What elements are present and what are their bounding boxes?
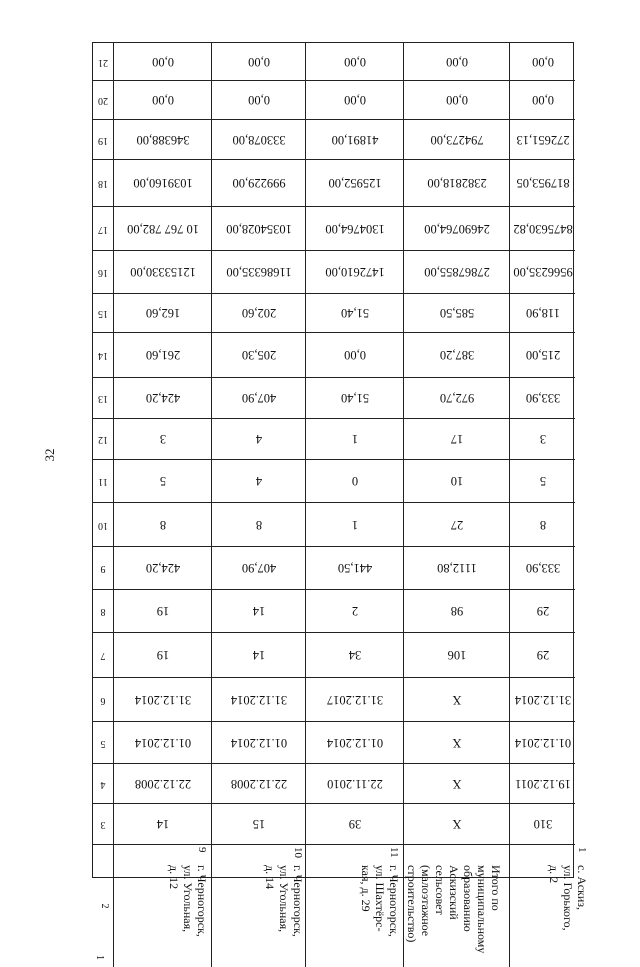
table-cell (114, 207, 212, 251)
table-cell (510, 460, 575, 503)
table-cell (114, 43, 212, 81)
row-number: 9 (195, 847, 208, 853)
cell-value: 0 (351, 474, 358, 488)
table-cell (114, 722, 212, 764)
table-cell (212, 333, 306, 378)
table-cell (510, 333, 575, 378)
column-number-cell (93, 378, 114, 419)
table-cell (212, 503, 306, 547)
cell-value: 14 (252, 648, 265, 662)
address-cell (114, 845, 212, 967)
cell-value: 17 (450, 432, 463, 446)
cell-value: 261,60 (145, 348, 180, 362)
cell-value: 3 (159, 432, 166, 446)
table-cell (114, 547, 212, 590)
table-cell (510, 207, 575, 251)
cell-value: 272651,13 (515, 132, 570, 147)
cell-value: 1112,80 (436, 561, 477, 575)
first-column-number: 1 (94, 955, 105, 960)
table-cell (212, 43, 306, 81)
table-cell (510, 160, 575, 207)
table-cell (212, 378, 306, 419)
table-cell (306, 251, 404, 294)
column-number: 4 (100, 778, 106, 790)
cell-value: 41891,00 (331, 132, 378, 147)
table-cell (404, 722, 510, 764)
cell-value: 0,00 (343, 93, 366, 107)
cell-value: 22.12.2008 (230, 776, 287, 791)
table-cell (404, 251, 510, 294)
cell-value: 1472610,00 (324, 265, 385, 279)
cell-value: 15 (252, 817, 265, 831)
table-cell (212, 804, 306, 845)
cell-value: 01.12.2014 (326, 735, 383, 750)
cell-value: 4 (255, 474, 262, 488)
table-cell (510, 764, 575, 804)
table-cell (404, 590, 510, 633)
row-number: 1 (575, 847, 588, 853)
cell-value: 5 (539, 474, 546, 488)
cell-value: 27 (450, 517, 463, 532)
column-number-cell (93, 419, 114, 460)
table-cell (212, 294, 306, 333)
cell-value: 0,00 (445, 93, 468, 107)
table-cell (404, 43, 510, 81)
table-cell (404, 804, 510, 845)
cell-value: 333,90 (525, 391, 560, 405)
column-number: 14 (98, 350, 108, 361)
table-cell (306, 678, 404, 722)
cell-value: 8475630,82 (512, 221, 573, 236)
table-cell (306, 722, 404, 764)
column-number-cell (93, 294, 114, 333)
table-cell (510, 378, 575, 419)
cell-value: 10 767 782,00 (126, 221, 199, 236)
cell-value: 01.12.2014 (514, 735, 571, 750)
column-number: 6 (100, 694, 106, 706)
table-cell (114, 378, 212, 419)
table-cell (404, 160, 510, 207)
cell-value: 19 (156, 648, 169, 662)
cell-value: 10354028,00 (225, 221, 292, 236)
cell-value: 14 (252, 604, 265, 618)
cell-value: 10 (450, 474, 463, 488)
cell-value: 0,00 (445, 54, 468, 69)
column-number-cell (93, 207, 114, 251)
column-number-cell (93, 764, 114, 804)
table-cell (510, 81, 575, 120)
column-number: 17 (98, 223, 108, 235)
table-cell (306, 633, 404, 678)
column-number: 16 (98, 267, 108, 278)
cell-value: 3 (539, 432, 546, 446)
table-cell (114, 251, 212, 294)
column-number: 9 (100, 563, 106, 574)
cell-value: 8 (159, 517, 166, 532)
table-cell (114, 294, 212, 333)
column-number: 15 (98, 308, 108, 319)
column-number-cell (93, 503, 114, 547)
table-cell (306, 378, 404, 419)
address-cell (212, 845, 306, 967)
cell-value: 585,50 (439, 306, 474, 320)
cell-value: 8 (539, 517, 546, 532)
cell-value: 01.12.2014 (230, 735, 287, 750)
cell-value: 9566235,00 (512, 265, 573, 279)
cell-value: 205,30 (241, 348, 276, 362)
cell-value: 794273,00 (429, 132, 484, 147)
cell-value: 424,20 (145, 391, 180, 405)
table-cell (212, 460, 306, 503)
row-number: 11 (387, 847, 400, 858)
column-number-cell (93, 547, 114, 590)
cell-value: 202,60 (241, 306, 276, 320)
cell-value: 4 (255, 432, 262, 446)
column-number: 18 (98, 178, 108, 189)
cell-value: 51,40 (340, 306, 369, 320)
cell-value: 1039160,00 (132, 176, 193, 190)
cell-value: Х (451, 776, 462, 791)
table-cell (404, 333, 510, 378)
cell-value: 8 (255, 517, 262, 532)
column-number-cell (93, 81, 114, 120)
cell-value: 11686335,00 (225, 265, 292, 279)
address-label: Итого по муниципальному образованию Аскизский сельсовет (малоэтажное строительство) (404, 865, 503, 954)
table-cell (404, 120, 510, 160)
table-cell (510, 419, 575, 460)
cell-value: 1 (351, 517, 358, 532)
table-cell (114, 590, 212, 633)
table-cell (114, 120, 212, 160)
table-cell (114, 503, 212, 547)
column-number-cell (93, 160, 114, 207)
table-cell (510, 294, 575, 333)
cell-value: 14 (156, 817, 169, 831)
cell-value: 972,70 (439, 391, 474, 405)
column-number: 7 (100, 650, 106, 661)
cell-value: 0,00 (343, 348, 366, 362)
cell-value: 31.12.2017 (326, 692, 383, 707)
cell-value: 0,00 (531, 93, 554, 107)
cell-value: 34 (348, 648, 361, 662)
column-number-cell (93, 460, 114, 503)
cell-value: 441,50 (337, 561, 372, 575)
cell-value: 817953,05 (515, 176, 570, 190)
cell-value: 31.12.2014 (134, 692, 191, 707)
table-cell (510, 633, 575, 678)
table-cell (306, 419, 404, 460)
cell-value: 0,00 (247, 54, 270, 69)
cell-value: 1304764,00 (324, 221, 385, 236)
cell-value: 51,40 (340, 391, 369, 405)
page-number: 32 (42, 448, 57, 462)
column-number-cell (93, 678, 114, 722)
table-cell (404, 207, 510, 251)
address-label: с. Аскиз, ул. Горького, д. 2 (546, 865, 589, 931)
cell-value: 0,00 (151, 54, 174, 69)
cell-value: 29 (536, 648, 549, 662)
table-cell (212, 419, 306, 460)
table-cell (114, 160, 212, 207)
table-cell (114, 333, 212, 378)
table-cell (114, 81, 212, 120)
cell-value: Х (451, 735, 462, 750)
table-cell (306, 43, 404, 81)
table-cell (212, 722, 306, 764)
column-number: 19 (98, 134, 108, 146)
column-number-cell (93, 845, 114, 967)
table-cell (404, 294, 510, 333)
column-number: 20 (98, 95, 108, 106)
table-cell (404, 764, 510, 804)
cell-value: 2 (351, 604, 358, 618)
table-cell (114, 633, 212, 678)
cell-value: 39 (348, 817, 361, 831)
table-cell (510, 804, 575, 845)
cell-value: 407,90 (241, 561, 276, 575)
column-number-cell (93, 333, 114, 378)
address-label: г. Черногорск, ул. Угольная, д. 14 (262, 865, 305, 937)
column-number: 21 (98, 56, 108, 68)
column-number: 8 (100, 606, 106, 617)
table-cell (114, 419, 212, 460)
table-cell (212, 678, 306, 722)
table-cell (306, 207, 404, 251)
cell-value: 106 (447, 648, 466, 662)
column-number-cell (93, 633, 114, 678)
table-cell (212, 764, 306, 804)
table-cell (510, 547, 575, 590)
table-cell (114, 804, 212, 845)
cell-value: 333,90 (525, 561, 560, 575)
table-cell (212, 207, 306, 251)
table-cell (404, 460, 510, 503)
table-cell (404, 678, 510, 722)
address-cell (510, 845, 589, 967)
address-label: г. Черногорск, ул. Угольная, д. 12 (166, 865, 209, 937)
cell-value: 22.12.2008 (134, 776, 191, 791)
table-cell (212, 81, 306, 120)
column-number-cell (93, 804, 114, 845)
cell-value: 98 (450, 604, 463, 618)
table-cell (404, 503, 510, 547)
table-cell (114, 764, 212, 804)
cell-value: 24690764,00 (423, 221, 490, 236)
table-cell (404, 547, 510, 590)
column-number: 12 (98, 434, 108, 445)
table-cell (510, 120, 575, 160)
cell-value: 346388,00 (135, 132, 190, 147)
table-cell (212, 633, 306, 678)
column-number-cell (93, 251, 114, 294)
cell-value: Х (451, 817, 462, 831)
table-cell (306, 81, 404, 120)
cell-value: 0,00 (247, 93, 270, 107)
column-number: 11 (98, 476, 108, 487)
table-cell (510, 251, 575, 294)
table-cell (212, 251, 306, 294)
cell-value: 01.12.2014 (134, 735, 191, 750)
cell-value: 424,20 (145, 561, 180, 575)
table-cell (306, 547, 404, 590)
table-cell (306, 764, 404, 804)
table-cell (510, 722, 575, 764)
table-cell (510, 678, 575, 722)
column-number: 2 (99, 903, 110, 909)
cell-value: 125952,00 (327, 176, 382, 190)
cell-value: 310 (533, 817, 552, 831)
cell-value: 999229,00 (231, 176, 286, 190)
column-number: 10 (98, 519, 108, 531)
table-cell (306, 333, 404, 378)
cell-value: 5 (159, 474, 166, 488)
cell-value: 387,20 (439, 348, 474, 362)
address-cell (306, 845, 404, 967)
table-cell (114, 678, 212, 722)
table-cell (404, 81, 510, 120)
table-cell (114, 460, 212, 503)
cell-value: 215,00 (525, 348, 560, 362)
column-number-cell (93, 590, 114, 633)
column-number-cell (93, 120, 114, 160)
cell-value: 0,00 (343, 54, 366, 69)
table-cell (306, 160, 404, 207)
table-cell (510, 43, 575, 81)
table-cell (306, 294, 404, 333)
table-cell (306, 590, 404, 633)
cell-value: 0,00 (151, 93, 174, 107)
cell-value: 0,00 (531, 54, 554, 69)
cell-value: 31.12.2014 (230, 692, 287, 707)
column-number: 13 (98, 393, 108, 404)
table-cell (510, 503, 575, 547)
table-cell (306, 503, 404, 547)
cell-value: 2382818,00 (426, 176, 487, 190)
cell-value: 1 (351, 432, 358, 446)
table-cell (306, 460, 404, 503)
address-label: г. Черногорск, ул. Шахтёрс- кая, д. 29 (358, 865, 401, 937)
table-cell (306, 120, 404, 160)
table-cell (404, 419, 510, 460)
column-number: 5 (100, 737, 106, 749)
cell-value: 22.11.2010 (326, 776, 383, 791)
table-cell (510, 590, 575, 633)
column-number: 3 (100, 819, 106, 830)
cell-value: 29 (536, 604, 549, 618)
column-number-cell (93, 43, 114, 81)
table-cell (212, 547, 306, 590)
table-cell (404, 378, 510, 419)
cell-value: 19.12.2011 (514, 776, 571, 791)
table-cell (212, 590, 306, 633)
cell-value: 31.12.2014 (514, 692, 571, 707)
table-cell (212, 120, 306, 160)
column-number-cell (93, 722, 114, 764)
row-number: 10 (291, 847, 304, 858)
cell-value: 407,90 (241, 391, 276, 405)
cell-value: 19 (156, 604, 169, 618)
cell-value: Х (451, 692, 462, 707)
cell-value: 12153330,00 (129, 265, 196, 279)
cell-value: 118,90 (525, 306, 560, 320)
cell-value: 162,60 (145, 306, 180, 320)
cell-value: 27867855,00 (423, 265, 490, 279)
data-table (92, 42, 589, 960)
table-cell (306, 804, 404, 845)
table-cell (404, 633, 510, 678)
cell-value: 333078,00 (231, 132, 286, 147)
table-cell (212, 160, 306, 207)
